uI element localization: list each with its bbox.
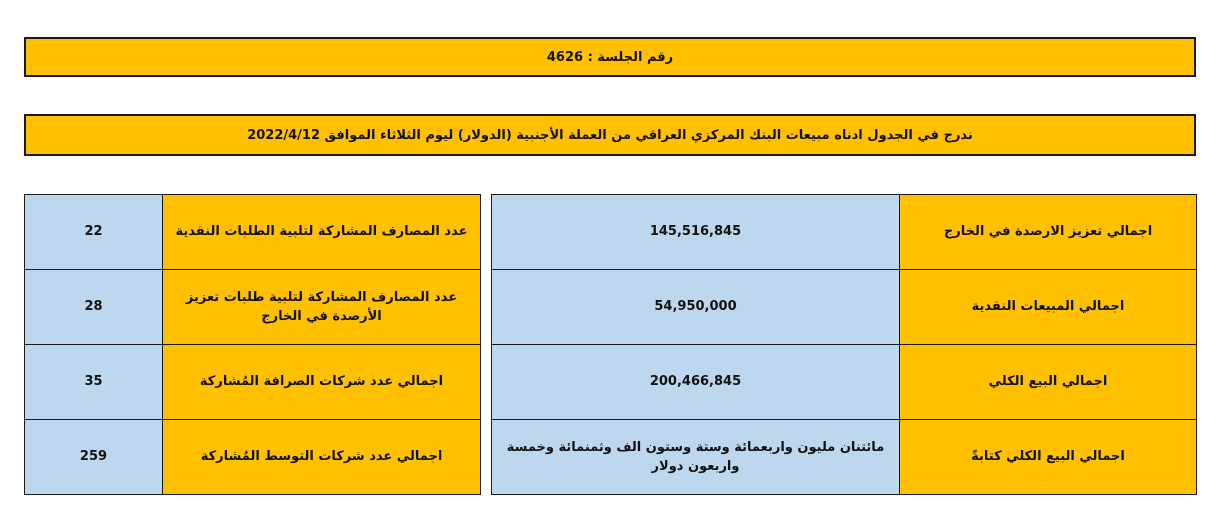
row-value: 22 [25, 195, 163, 270]
row-label: اجمالي البيع الكلي كتابةً [900, 420, 1197, 495]
intro-banner [24, 114, 1196, 156]
row-value: 35 [25, 345, 163, 420]
sales-summary-table [491, 194, 1197, 495]
row-label: اجمالي البيع الكلي [900, 345, 1197, 420]
row-value: 145,516,845 [492, 195, 900, 270]
session-number-text: رقم الجلسة : 4626 [546, 49, 674, 65]
row-value: 28 [25, 270, 163, 345]
row-value: 259 [25, 420, 163, 495]
row-value: مائتنان مليون واربعمائة وستة وستون الف وثمنمائة وخمسة واربعون دولار [492, 420, 900, 495]
table-row [25, 345, 481, 420]
row-value: 200,466,845 [492, 345, 900, 420]
session-number-banner [24, 37, 1196, 77]
row-label: اجمالي عدد شركات التوسط المُشاركة [163, 420, 481, 495]
table-row [25, 420, 481, 495]
participants-table [24, 194, 481, 495]
table-row [25, 195, 481, 270]
table-row [492, 420, 1197, 495]
row-value: 54,950,000 [492, 270, 900, 345]
table-row [492, 345, 1197, 420]
row-label: عدد المصارف المشاركة لتلبية طلبات تعزيز الأرصدة في الخارج [163, 270, 481, 345]
row-label: عدد المصارف المشاركة لتلبية الطلبات النقدية [163, 195, 481, 270]
row-label: اجمالي المبيعات النقدية [900, 270, 1197, 345]
row-label: اجمالي تعزيز الارصدة في الخارج [900, 195, 1197, 270]
intro-text: ندرج في الجدول ادناه مبيعات البنك المركزي العراقي من العملة الأجنبية (الدولار) ليوم الثلاثاء الموافق 2022/4/12 [247, 127, 973, 143]
table-row [25, 270, 481, 345]
row-label: اجمالي عدد شركات الصرافة المُشاركة [163, 345, 481, 420]
table-row [492, 195, 1197, 270]
table-row [492, 270, 1197, 345]
